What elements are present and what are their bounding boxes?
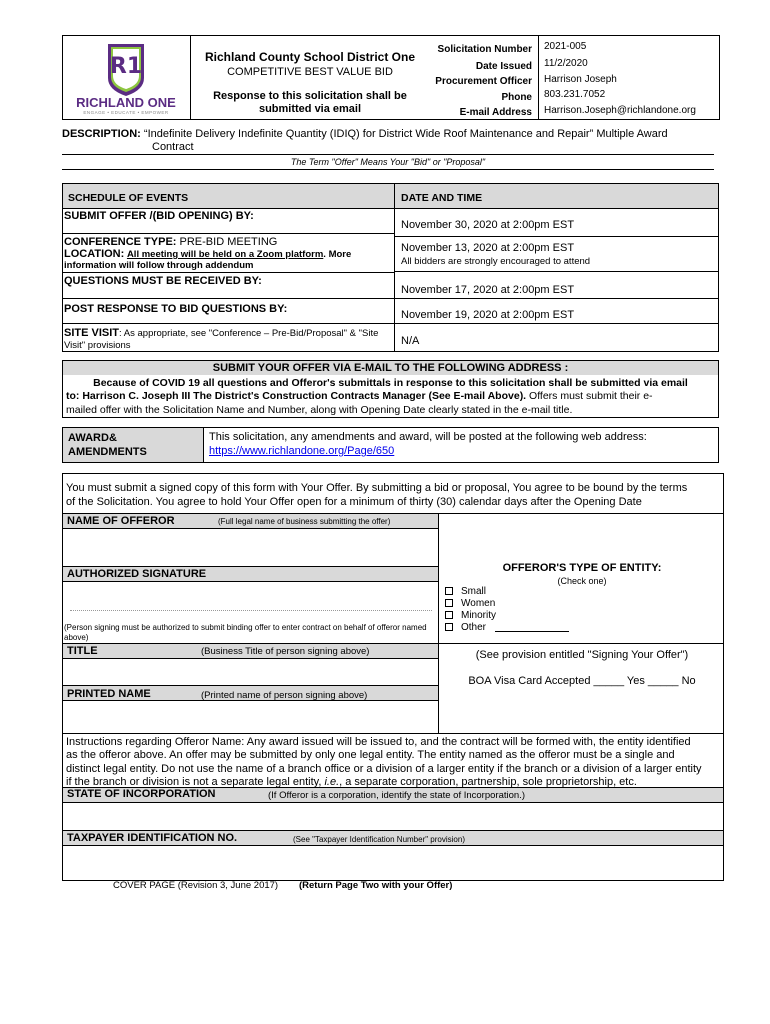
entity-option-women[interactable] — [445, 598, 496, 610]
state-hint: (If Offeror is a corporation, identify the state of Incorporation.) — [268, 790, 525, 801]
entity-option-label: Minority — [461, 610, 497, 621]
procurement-officer: Harrison Joseph — [544, 73, 617, 85]
response-method: Response to this solicitation shall be submitted via email — [213, 90, 407, 115]
date-issued: 11/2/2020 — [544, 57, 588, 69]
schedule-header: SCHEDULE OF EVENTS — [68, 192, 189, 204]
entity-option-minority[interactable] — [445, 610, 496, 622]
instructions-line-1: Instructions regarding Offeror Name: Any award issued will be issued to, and the contract will be formed with, the entity identified — [66, 736, 691, 748]
submit-offer-label: SUBMIT OFFER /(BID OPENING) BY: — [64, 210, 254, 222]
footer-return-note: (Return Page Two with your Offer) — [299, 880, 453, 891]
description-label: DESCRIPTION: — [62, 128, 141, 140]
instructions-line-2: as the offeror above. An offer may be submitted by only one legal entity. The entity named as the offeror must be a single and — [66, 749, 675, 762]
submit-line-2-bold: to: Harrison C. Joseph III The District's Construction Contracts Manager (See E-mail Above). — [66, 390, 527, 402]
printed-name-hint: (Printed name of person signing above) — [201, 690, 368, 701]
bid-type: COMPETITIVE BEST VALUE BID — [227, 66, 393, 78]
entity-option-label: Women — [461, 598, 496, 609]
site-visit-label: SITE VISIT — [64, 327, 120, 339]
award-label-2: AMENDMENTS — [68, 446, 147, 458]
logo-name: RICHLAND ONE — [76, 95, 176, 110]
state-label: STATE OF INCORPORATION — [67, 788, 216, 800]
conference-date: November 13, 2020 at 2:00pm EST — [401, 242, 575, 254]
post-response-date: November 19, 2020 at 2:00pm EST — [401, 309, 575, 321]
taxpayer-hint: (See "Taxpayer Identification Number" provision) — [293, 835, 465, 844]
post-response-label: POST RESPONSE TO BID QUESTIONS BY: — [64, 303, 288, 315]
conference-type-value: PRE-BID MEETING — [179, 236, 278, 248]
email-address[interactable]: Harrison.Joseph@richlandone.org — [544, 105, 696, 117]
footer-revision: COVER PAGE (Revision 3, June 2017) — [113, 880, 279, 891]
authorized-signature-field[interactable] — [63, 582, 438, 620]
name-of-offeror-label: NAME OF OFFEROR — [67, 515, 175, 527]
title-label: TITLE — [67, 645, 98, 657]
other-entity-line[interactable] — [495, 631, 569, 632]
entity-options — [445, 586, 496, 634]
submit-line-3: mailed offer with the Solicitation Name and Number, along with Opening Date clearly stated in the e-mail title. — [66, 404, 573, 416]
location-label: LOCATION: — [64, 248, 125, 260]
award-link[interactable]: https://www.richlandone.org/Page/650 — [209, 445, 395, 457]
logo-mark: R1 — [109, 54, 143, 79]
taxpayer-field[interactable] — [63, 846, 723, 880]
submit-offer-date: November 30, 2020 at 2:00pm EST — [401, 219, 575, 231]
instructions — [66, 736, 722, 789]
award-text: This solicitation, any amendments and award, will be posted at the following web address: — [209, 431, 647, 443]
taxpayer-label: TAXPAYER IDENTIFICATION NO. — [67, 832, 238, 844]
entity-option-label: Other — [461, 622, 487, 633]
district-logo — [66, 40, 186, 118]
questions-label: QUESTIONS MUST BE RECEIVED BY: — [64, 275, 262, 287]
checkbox-icon[interactable] — [445, 611, 453, 619]
instructions-line-4-b: , a separate corporation, partnership, sole proprietorship, etc. — [339, 775, 637, 788]
checkbox-icon[interactable] — [445, 623, 453, 631]
procurement-officer-label: Procurement Officer — [435, 76, 532, 87]
description — [62, 128, 722, 141]
conference-type-label: CONFERENCE TYPE: — [64, 236, 177, 248]
site-visit-text: : As appropriate, see "Conference – Pre-Bid/Proposal" & "Site Visit" provisions — [64, 328, 379, 351]
authorized-signature-hint: (Person signing must be authorized to submit binding offer to enter contract on behalf of offeror named above) — [64, 623, 427, 642]
solicitation-number: 2021-005 — [544, 41, 587, 52]
term-note: The Term "Offer" Means Your "Bid" or "Proposal" — [290, 157, 486, 167]
printed-name-label: PRINTED NAME — [67, 688, 151, 700]
solicitation-number-label: Solicitation Number — [437, 44, 532, 55]
entity-option-small[interactable] — [445, 586, 496, 598]
title-field[interactable] — [63, 659, 438, 685]
date-issued-label: Date Issued — [475, 60, 532, 72]
submit-line-2 — [66, 390, 718, 402]
logo-tagline: ENGAGE • EDUCATE • EMPOWER — [83, 110, 169, 115]
questions-date: November 17, 2020 at 2:00pm EST — [401, 284, 575, 296]
description-text: “Indefinite Delivery Indefinite Quantity (IDIQ) for District Wide Roof Maintenance and Repair” Multiple Award — [143, 128, 668, 140]
location-zoom-note: All meeting will be held on a Zoom platform — [126, 249, 324, 260]
entity-option-other[interactable] — [445, 622, 496, 634]
conference-type — [64, 236, 277, 248]
submit-line-2-rest: Offers must submit their e- — [526, 390, 653, 402]
authorized-signature-label: AUTHORIZED SIGNATURE — [67, 568, 207, 580]
conference-note: All bidders are strongly encouraged to attend — [401, 256, 591, 267]
submit-email-title: SUBMIT YOUR OFFER VIA E-MAIL TO THE FOLLOWING ADDRESS : — [212, 362, 569, 374]
award-label-1: AWARD& — [68, 432, 117, 444]
site-visit — [64, 327, 392, 352]
phone-number: 803.231.7052 — [544, 89, 606, 101]
instructions-line-3: distinct legal entity. Do not use the name of a branch office or a division of a larger entity if the branch or a division of a larger entity — [66, 762, 702, 775]
phone-label: Phone — [501, 91, 532, 103]
instructions-line-4-a: if the branch or division is not a separate legal entity, — [66, 775, 325, 788]
date-time-header: DATE AND TIME — [401, 192, 483, 204]
entity-option-label: Small — [461, 586, 487, 597]
offer-intro-1: You must submit a signed copy of this form with Your Offer. By submitting a bid or proposal, You agree to be bound by the terms — [66, 482, 688, 494]
see-provision: (See provision entitled "Signing Your Offer") — [475, 649, 689, 661]
entity-type-title: OFFEROR'S TYPE OF ENTITY: — [502, 562, 662, 574]
offer-intro-2: of the Solicitation. You agree to hold Your Offer open for a minimum of thirty (30) calendar days after the Opening Date — [66, 496, 642, 508]
boa-visa: BOA Visa Card Accepted _____ Yes _____ No — [468, 675, 696, 687]
state-field[interactable] — [63, 803, 723, 830]
description-text-cont: Contract — [152, 141, 194, 153]
name-of-offeror-field[interactable] — [63, 529, 438, 566]
entity-check-one: (Check one) — [557, 576, 607, 586]
instructions-line-4-ie: i.e. — [324, 775, 340, 788]
title-hint: (Business Title of person signing above) — [201, 646, 370, 657]
location — [64, 249, 392, 271]
district-name: Richland County School District One — [204, 50, 416, 64]
printed-name-field[interactable] — [63, 701, 438, 733]
checkbox-icon[interactable] — [445, 599, 453, 607]
award-label — [68, 431, 147, 459]
site-visit-value: N/A — [401, 335, 420, 347]
email-label: E-mail Address — [459, 107, 532, 118]
location-more-info: . More information will follow through addendum — [64, 249, 352, 271]
header-labels — [412, 42, 532, 121]
checkbox-icon[interactable] — [445, 587, 453, 595]
submit-line-1: Because of COVID 19 all questions and Offeror's submittals in response to this solicitation shall be submitted via email — [93, 377, 688, 389]
header-values — [544, 39, 720, 119]
name-of-offeror-hint: (Full legal name of business submitting the offer) — [218, 517, 391, 526]
